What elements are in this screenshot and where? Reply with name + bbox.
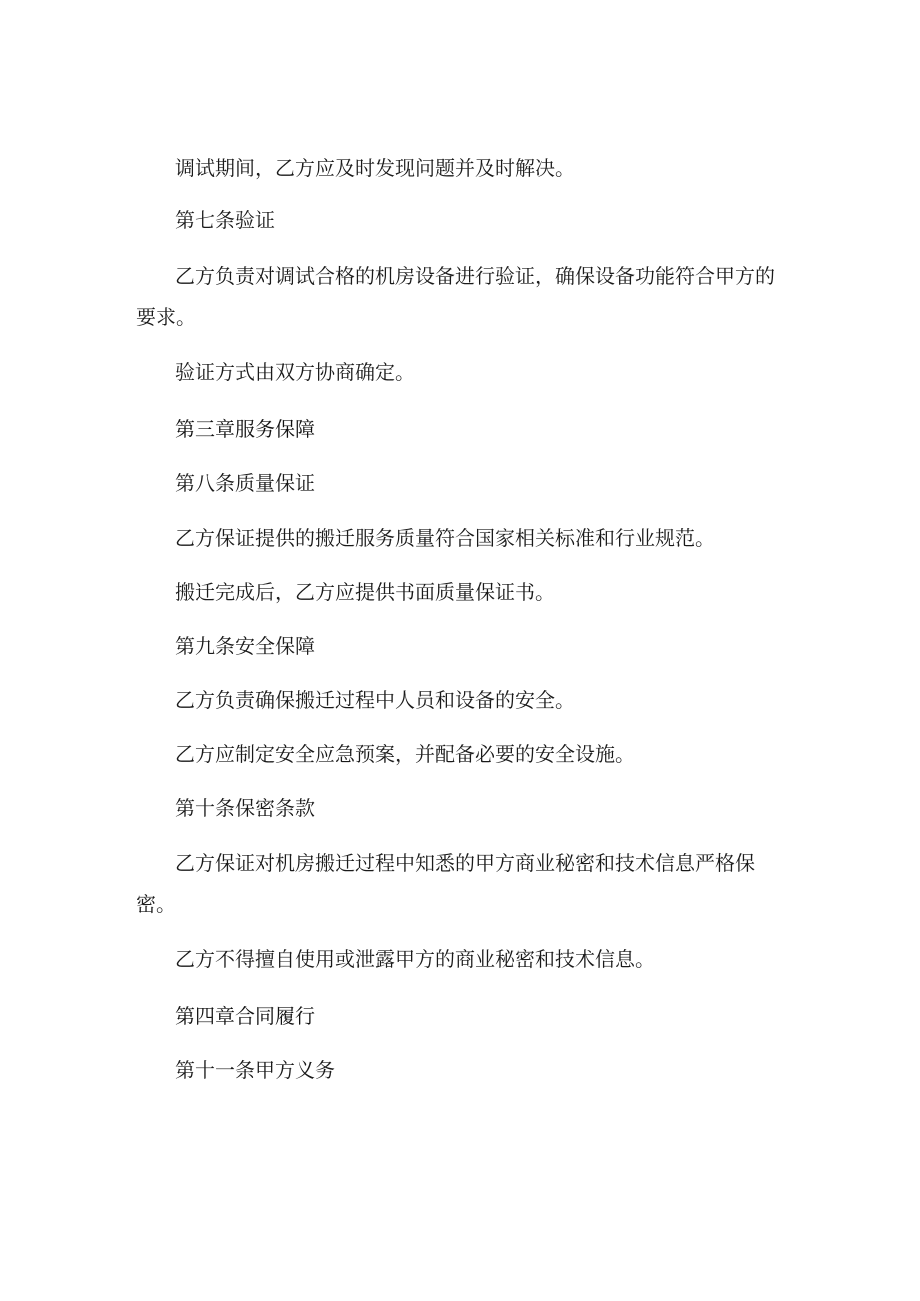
paragraph-quality-certificate: 搬迁完成后，乙方应提供书面质量保证书。 (175, 580, 555, 604)
paragraph-safety-duty: 乙方负责确保搬迁过程中人员和设备的安全。 (175, 688, 575, 712)
chapter-3-title: 第三章服务保障 (175, 417, 315, 441)
paragraph-quality-standard: 乙方保证提供的搬迁服务质量符合国家相关标准和行业规范。 (175, 526, 715, 550)
paragraph-verification-duty: 乙方负责对调试合格的机房设备进行验证，确保设备功能符合甲方的要求。 (136, 264, 775, 329)
paragraph-verification-method: 验证方式由双方协商确定。 (175, 360, 415, 384)
article-7-title: 第七条验证 (175, 208, 275, 232)
paragraph-confidentiality-duty: 乙方保证对机房搬迁过程中知悉的甲方商业秘密和技术信息严格保密。 (136, 851, 755, 916)
paragraph-confidentiality-prohibition: 乙方不得擅自使用或泄露甲方的商业秘密和技术信息。 (175, 947, 655, 971)
chapter-4-title: 第四章合同履行 (175, 1004, 315, 1028)
article-10-title: 第十条保密条款 (175, 796, 315, 820)
article-8-title: 第八条质量保证 (175, 471, 315, 495)
paragraph-safety-plan: 乙方应制定安全应急预案，并配备必要的安全设施。 (175, 742, 635, 766)
article-11-title: 第十一条甲方义务 (175, 1058, 335, 1082)
article-9-title: 第九条安全保障 (175, 634, 315, 658)
paragraph-debug-period: 调试期间，乙方应及时发现问题并及时解决。 (175, 156, 575, 180)
